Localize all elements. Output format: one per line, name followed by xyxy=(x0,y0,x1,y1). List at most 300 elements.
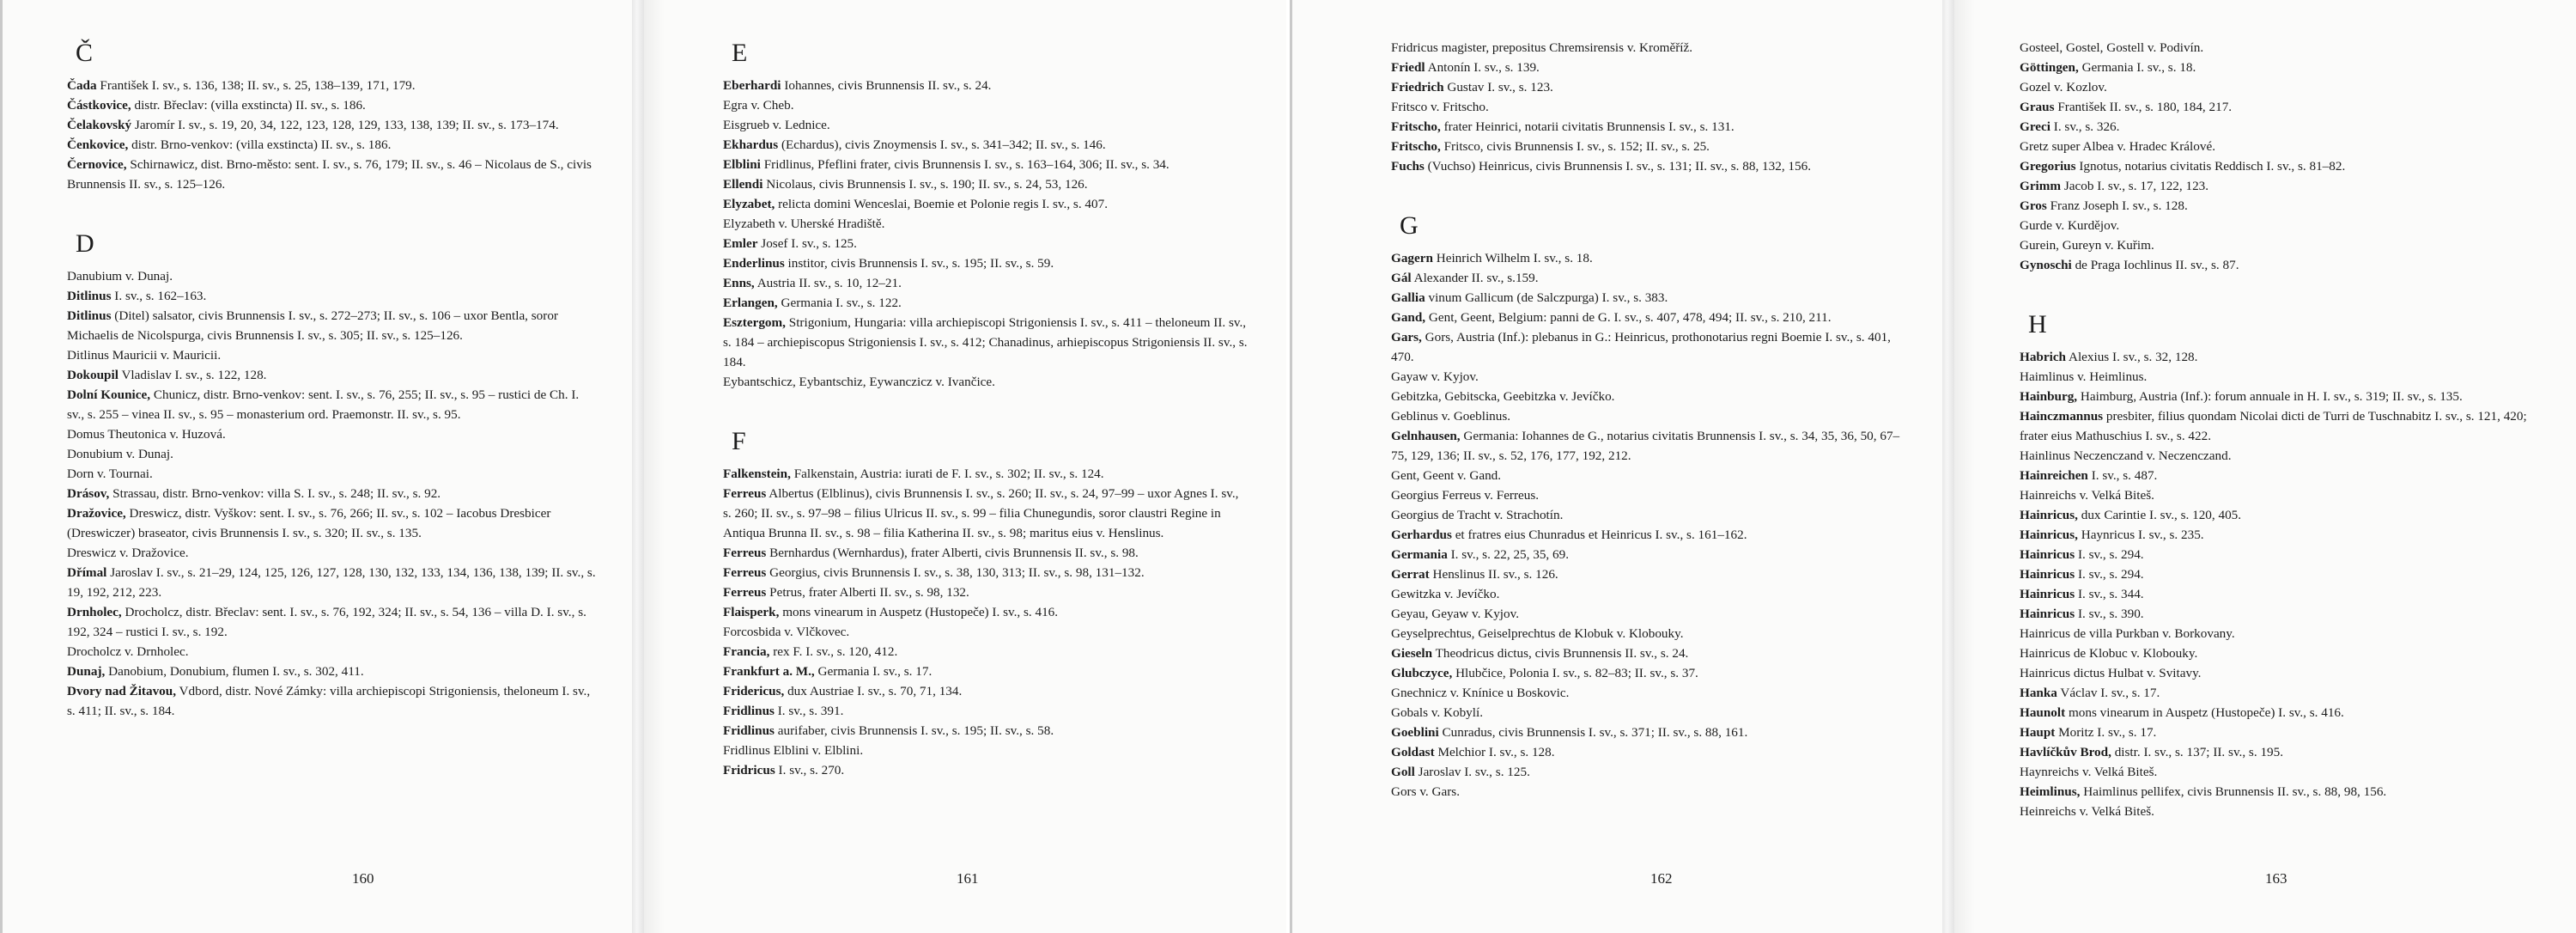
index-entry xyxy=(1391,58,1915,77)
entry-text: rex F. I. sv., s. 120, 412. xyxy=(769,644,898,659)
index-entry xyxy=(2020,347,2542,367)
index-entry xyxy=(1391,426,1915,466)
index-entry xyxy=(723,95,1249,115)
index-entry xyxy=(1391,248,1915,268)
entry-text: Gretz super Albea v. Hradec Králové. xyxy=(2020,139,2215,154)
index-entry xyxy=(67,365,598,385)
index-entry xyxy=(723,582,1249,602)
entry-headword: Elyzabet, xyxy=(723,197,775,211)
index-entry xyxy=(2020,762,2542,782)
index-entry xyxy=(1391,288,1915,308)
entry-text: Fritsco, civis Brunnensis I. sv., s. 152; II. sv., s. 25. xyxy=(1440,139,1710,154)
entry-text: Strassau, distr. Brno-venkov: villa S. I. sv., s. 248; II. sv., s. 92. xyxy=(109,486,441,501)
entry-text: I. sv., s. 390. xyxy=(2075,607,2144,621)
index-entry xyxy=(723,155,1249,174)
entry-headword: Hainricus xyxy=(2020,567,2075,582)
index-entry xyxy=(1391,367,1915,387)
index-entry xyxy=(67,464,598,484)
entry-text: Fridricus magister, prepositus Chremsirensis v. Kroměříž. xyxy=(1391,40,1693,55)
entry-text: Franz Joseph I. sv., s. 128. xyxy=(2046,198,2188,213)
index-entry xyxy=(723,115,1249,135)
section-letter: D xyxy=(76,229,94,258)
entry-text: Nicolaus, civis Brunnensis I. sv., s. 190; II. sv., s. 24, 53, 126. xyxy=(762,177,1088,192)
index-entry xyxy=(2020,742,2542,762)
entry-text: Gustav I. sv., s. 123. xyxy=(1443,80,1553,95)
entry-text: Gobals v. Kobylí. xyxy=(1391,705,1484,720)
index-entry xyxy=(1391,723,1915,742)
entry-headword: Čelakovský xyxy=(67,118,132,132)
entry-text: Gewitzka v. Jevíčko. xyxy=(1391,587,1500,601)
index-entry xyxy=(67,444,598,464)
index-entry xyxy=(67,155,598,194)
index-entry xyxy=(2020,387,2542,406)
index-entry xyxy=(1391,466,1915,485)
entry-headword: Ellendi xyxy=(723,177,763,192)
entry-headword: Hainczmannus xyxy=(2020,409,2104,424)
entry-text: I. sv., s. 326. xyxy=(2050,119,2120,134)
entry-text: Germania I. sv., s. 122. xyxy=(777,296,902,310)
entry-headword: Dokoupil xyxy=(67,368,118,382)
index-entry xyxy=(1391,663,1915,683)
entry-text: Gent, Geent v. Gand. xyxy=(1391,468,1502,483)
entry-text: Josef I. sv., s. 125. xyxy=(757,236,857,251)
entry-text: Hainricus dictus Hulbat v. Svitavy. xyxy=(2020,666,2202,680)
entry-text: Gurein, Gureyn v. Kuřim. xyxy=(2020,238,2154,253)
entry-text: aurifaber, civis Brunnensis I. sv., s. 195; II. sv., s. 58. xyxy=(774,723,1054,738)
entry-text: de Praga Iochlinus II. sv., s. 87. xyxy=(2071,258,2239,272)
entry-text: Haimburg, Austria (Inf.): forum annuale in H. I. sv., s. 319; II. sv., s. 135. xyxy=(2077,389,2463,404)
entry-text: Cunradus, civis Brunnensis I. sv., s. 371; II. sv., s. 88, 161. xyxy=(1438,725,1748,740)
index-entry xyxy=(2020,505,2542,525)
index-entry xyxy=(67,76,598,95)
entry-headword: Ekhardus xyxy=(723,137,779,152)
entry-text: I. sv., s. 391. xyxy=(774,704,844,718)
entry-text: Haynreichs v. Velká Biteš. xyxy=(2020,765,2158,779)
entry-text: presbiter, filius quondam Nicolai dicti de Turri de Tuschnabitz I. sv., s. 121, 420; frater eius Mathuschius I. sv., s. 422. xyxy=(2020,409,2527,443)
entry-headword: Černovice, xyxy=(67,157,127,172)
page-number: 160 xyxy=(352,870,374,887)
entry-text: Alexius I. sv., s. 32, 128. xyxy=(2066,350,2198,364)
entry-text: Egra v. Cheb. xyxy=(723,98,794,113)
index-entry xyxy=(723,701,1249,721)
entry-headword: Ferreus xyxy=(723,565,767,580)
entry-text: Petrus, frater Alberti II. sv., s. 98, 132. xyxy=(766,585,969,600)
index-entry xyxy=(1391,387,1915,406)
index-entry xyxy=(1391,406,1915,426)
entry-text: Falkenstain, Austria: iurati de F. I. sv., s. 302; II. sv., s. 124. xyxy=(790,466,1104,481)
entry-text: Haimlinus pellifex, civis Brunnensis II. sv., s. 88, 98, 156. xyxy=(2080,784,2387,799)
entry-text: Moritz I. sv., s. 17. xyxy=(2055,725,2157,740)
entry-text: (Echardus), civis Znoymensis I. sv., s. 341–342; II. sv., s. 146. xyxy=(778,137,1106,152)
entry-headword: Fridlinus xyxy=(723,723,775,738)
entry-headword: Haupt xyxy=(2020,725,2056,740)
entry-headword: Dražovice, xyxy=(67,506,126,521)
index-entry xyxy=(2020,97,2542,117)
entry-headword: Dolní Kounice, xyxy=(67,387,151,402)
index-entry xyxy=(723,253,1249,273)
entry-text: Georgius de Tracht v. Strachotín. xyxy=(1391,508,1564,522)
entry-text: Haynricus I. sv., s. 235. xyxy=(2077,527,2204,542)
entry-text: Chunicz, distr. Brno-venkov: sent. I. sv., s. 76, 255; II. sv., s. 95 – rustici de Ch. I. sv., s. 255 – vinea II. sv., s. 95 – monasterium ord. Praemonstr. II. sv., s. 95. xyxy=(67,387,580,422)
index-entry xyxy=(1391,624,1915,643)
entry-headword: Enns, xyxy=(723,276,755,290)
index-entry xyxy=(1391,117,1915,137)
entry-text: Drocholcz, distr. Břeclav: sent. I. sv., s. 76, 192, 324; II. sv., s. 54, 136 – villa D. I. sv., s. 192, 324 – rustici I. sv., s. 192. xyxy=(67,605,586,639)
entry-headword: Frankfurt a. M., xyxy=(723,664,815,679)
entry-text: Domus Theutonica v. Huzová. xyxy=(67,427,226,442)
index-entry xyxy=(1391,782,1915,802)
page-column xyxy=(67,38,598,721)
entry-headword: Hainreichen xyxy=(2020,468,2088,483)
entry-text: František I. sv., s. 136, 138; II. sv., s. 25, 138–139, 171, 179. xyxy=(96,78,416,93)
index-entry xyxy=(1391,77,1915,97)
index-entry xyxy=(1391,643,1915,663)
index-entry xyxy=(1391,564,1915,584)
entry-text: Geyselprechtus, Geiselprechtus de Klobuk v. Klobouky. xyxy=(1391,626,1684,641)
index-entry xyxy=(67,543,598,563)
entry-headword: Hanka xyxy=(2020,686,2057,700)
index-entry xyxy=(2020,176,2542,196)
entry-headword: Hainricus xyxy=(2020,547,2075,562)
page-160 xyxy=(0,0,635,933)
entry-text: Hainlinus Neczenczand v. Neczenczand. xyxy=(2020,448,2232,463)
index-entry xyxy=(1391,327,1915,367)
entry-headword: Gallia xyxy=(1391,290,1425,305)
entry-headword: Emler xyxy=(723,236,758,251)
entry-text: Vladislav I. sv., s. 122, 128. xyxy=(118,368,267,382)
entry-text: I. sv., s. 22, 25, 35, 69. xyxy=(1447,547,1570,562)
index-entry xyxy=(1391,485,1915,505)
entry-headword: Fritscho, xyxy=(1391,119,1441,134)
index-entry xyxy=(67,681,598,721)
index-entry xyxy=(723,293,1249,313)
entry-headword: Glubczyce, xyxy=(1391,666,1453,680)
index-entry xyxy=(1391,97,1915,117)
entry-text: Geyau, Geyaw v. Kyjov. xyxy=(1391,607,1520,621)
entry-text: Strigonium, Hungaria: villa archiepiscopi Strigoniensis I. sv., s. 411 – theloneum II. sv., s. 184 – archiepiscopus Strigoniensis I. sv., s. 412; Chanadinus, arhiepiscopus Strigoniensis II. sv., s. 184. xyxy=(723,315,1248,369)
index-entry xyxy=(1391,38,1915,58)
entry-headword: Enderlinus xyxy=(723,256,785,271)
entry-headword: Ditlinus xyxy=(67,308,112,323)
section-letter: E xyxy=(732,39,748,67)
index-entry xyxy=(723,642,1249,662)
index-entry xyxy=(723,194,1249,214)
index-entry xyxy=(723,313,1249,372)
entry-text: Fritsco v. Fritscho. xyxy=(1391,100,1489,114)
index-entry xyxy=(2020,485,2542,505)
entry-text: I. sv., s. 294. xyxy=(2075,567,2144,582)
entry-text: Gurde v. Kurdějov. xyxy=(2020,218,2120,233)
index-entry xyxy=(67,266,598,286)
index-entry xyxy=(2020,466,2542,485)
entry-text: et fratres eius Chunradus et Heinricus I. sv., s. 161–162. xyxy=(1451,527,1747,542)
entry-headword: Goll xyxy=(1391,765,1415,779)
entry-headword: Čenkovice, xyxy=(67,137,129,152)
entry-headword: Fridlinus xyxy=(723,704,775,718)
entry-text: Germania: Iohannes de G., notarius civitatis Brunnensis I. sv., s. 34, 35, 36, 50, 67–75, 129, 136; II. sv., s. 52, 176, 177, 192, 212. xyxy=(1391,429,1900,463)
entry-text: Elyzabeth v. Uherské Hradiště. xyxy=(723,216,885,231)
index-entry xyxy=(2020,367,2542,387)
index-entry xyxy=(67,306,598,345)
entry-headword: Hainricus, xyxy=(2020,508,2078,522)
index-entry xyxy=(723,602,1249,622)
index-entry xyxy=(67,115,598,135)
entry-text: Dreswicz v. Dražovice. xyxy=(67,546,189,560)
index-entry xyxy=(2020,137,2542,156)
entry-text: Eybantschicz, Eybantschiz, Eywanczicz v. Ivančice. xyxy=(723,375,995,389)
entry-text: Gosteel, Gostel, Gostell v. Podivín. xyxy=(2020,40,2204,55)
index-entry xyxy=(723,741,1249,760)
index-entry xyxy=(67,424,598,444)
entry-headword: Hainricus, xyxy=(2020,527,2078,542)
index-entry xyxy=(1391,156,1915,176)
entry-text: vinum Gallicum (de Salczpurga) I. sv., s. 383. xyxy=(1425,290,1668,305)
index-entry xyxy=(723,273,1249,293)
entry-text: Hainricus de Klobuc v. Klobouky. xyxy=(2020,646,2198,661)
entry-text: Geblinus v. Goeblinus. xyxy=(1391,409,1511,424)
entry-text: Hainreichs v. Velká Biteš. xyxy=(2020,488,2154,503)
index-entry xyxy=(723,563,1249,582)
index-entry xyxy=(723,214,1249,234)
entry-headword: Goeblini xyxy=(1391,725,1439,740)
entry-text: Georgius Ferreus v. Ferreus. xyxy=(1391,488,1540,503)
index-entry xyxy=(67,602,598,642)
entry-text: I. sv., s. 487. xyxy=(2087,468,2158,483)
entry-text: Gayaw v. Kyjov. xyxy=(1391,369,1479,384)
index-entry xyxy=(67,135,598,155)
entry-headword: Göttingen, xyxy=(2020,60,2079,75)
entry-text: distr. I. sv., s. 137; II. sv., s. 195. xyxy=(2111,745,2284,759)
page-number: 163 xyxy=(2265,870,2287,887)
index-entry xyxy=(723,135,1249,155)
page-number: 162 xyxy=(1650,870,1673,887)
entry-headword: Gynoschi xyxy=(2020,258,2072,272)
index-entry xyxy=(2020,406,2542,446)
index-entry xyxy=(67,345,598,365)
entry-headword: Gregorius xyxy=(2020,159,2076,174)
entry-headword: Drásov, xyxy=(67,486,110,501)
page-column xyxy=(2020,38,2542,821)
entry-headword: Částkovice, xyxy=(67,98,131,113)
section-letter: F xyxy=(732,427,746,455)
index-entry xyxy=(723,760,1249,780)
index-entry xyxy=(1391,525,1915,545)
entry-text: Dreswicz, distr. Vyškov: sent. I. sv., s. 76, 266; II. sv., s. 102 – Iacobus Dresbicer (Dreswiczer) braseator, civis Brunnensis I. sv., s. 320; II. sv., s. 135. xyxy=(67,506,551,540)
entry-headword: Haunolt xyxy=(2020,705,2066,720)
page-163 xyxy=(1956,0,2576,933)
entry-text: Donubium v. Dunaj. xyxy=(67,447,173,461)
index-entry xyxy=(2020,802,2542,821)
entry-text: Dorn v. Tournai. xyxy=(67,466,153,481)
index-entry xyxy=(2020,77,2542,97)
index-entry xyxy=(1391,308,1915,327)
index-entry xyxy=(723,681,1249,701)
entry-text: distr. Brno-venkov: (villa exstincta) II. sv., s. 186. xyxy=(128,137,392,152)
entry-headword: Greci xyxy=(2020,119,2050,134)
index-entry xyxy=(2020,196,2542,216)
index-entry xyxy=(1391,137,1915,156)
entry-headword: Hainricus xyxy=(2020,607,2075,621)
section-letter: G xyxy=(1400,211,1419,240)
entry-text: Bernhardus (Wernhardus), frater Alberti, civis Brunnensis II. sv., s. 98. xyxy=(766,546,1139,560)
entry-headword: Fritscho, xyxy=(1391,139,1441,154)
entry-headword: Dunaj, xyxy=(67,664,106,679)
index-entry xyxy=(1391,742,1915,762)
book-gutter xyxy=(1942,0,1954,933)
entry-headword: Friedrich xyxy=(1391,80,1444,95)
entry-text: Danubium v. Dunaj. xyxy=(67,269,173,284)
entry-headword: Ferreus xyxy=(723,585,767,600)
entry-headword: Goldast xyxy=(1391,745,1435,759)
index-entry xyxy=(2020,584,2542,604)
index-entry xyxy=(723,484,1249,543)
entry-text: Gent, Geent, Belgium: panni de G. I. sv., s. 407, 478, 494; II. sv., s. 210, 211. xyxy=(1425,310,1832,325)
index-entry xyxy=(2020,624,2542,643)
entry-text: Danobium, Donubium, flumen I. sv., s. 302, 411. xyxy=(105,664,364,679)
index-entry xyxy=(67,563,598,602)
index-entry xyxy=(67,662,598,681)
entry-text: distr. Břeclav: (villa exstincta) II. sv., s. 186. xyxy=(131,98,366,113)
index-entry xyxy=(1391,584,1915,604)
page-column xyxy=(723,38,1249,780)
entry-text: Henslinus II. sv., s. 126. xyxy=(1429,567,1558,582)
index-entry xyxy=(723,622,1249,642)
entry-text: mons vinearum in Auspetz (Hustopeče) I. sv., s. 416. xyxy=(2065,705,2344,720)
entry-headword: Dřímal xyxy=(67,565,107,580)
entry-text: Gozel v. Kozlov. xyxy=(2020,80,2107,95)
index-entry xyxy=(2020,117,2542,137)
index-entry xyxy=(2020,38,2542,58)
entry-text: Fridlinus Elblini v. Elblini. xyxy=(723,743,864,758)
page-162 xyxy=(1290,0,1942,933)
index-entry xyxy=(1391,683,1915,703)
entry-text: Vdbord, distr. Nové Zámky: villa archiepiscopi Strigoniensis, theloneum I. sv., s. 411; II. sv., s. 184. xyxy=(67,684,591,718)
entry-headword: Havlíčkův Brod, xyxy=(2020,745,2111,759)
index-entry xyxy=(1391,762,1915,782)
section-letter: Č xyxy=(76,39,94,67)
entry-text: František II. sv., s. 180, 184, 217. xyxy=(2054,100,2233,114)
entry-text: Gebitzka, Gebitscka, Geebitzka v. Jevíčko. xyxy=(1391,389,1615,404)
entry-text: Jaroslav I. sv., s. 21–29, 124, 125, 126, 127, 128, 130, 132, 133, 134, 136, 138, 139; II. sv., s. 19, 192, 212, 223. xyxy=(67,565,596,600)
entry-headword: Eberhardi xyxy=(723,78,781,93)
page-161 xyxy=(653,0,1286,933)
index-entry xyxy=(2020,683,2542,703)
entry-text: Jaroslav I. sv., s. 125. xyxy=(1414,765,1530,779)
entry-text: dux Carintie I. sv., s. 120, 405. xyxy=(2077,508,2242,522)
entry-headword: Esztergom, xyxy=(723,315,786,330)
index-entry xyxy=(723,543,1249,563)
entry-text: Antonín I. sv., s. 139. xyxy=(1425,60,1540,75)
section-letter: H xyxy=(2028,310,2047,338)
entry-headword: Elblini xyxy=(723,157,761,172)
entry-headword: Gagern xyxy=(1391,251,1433,265)
index-entry xyxy=(2020,703,2542,723)
index-entry xyxy=(723,234,1249,253)
entry-text: Albertus (Elblinus), civis Brunnensis I. sv., s. 260; II. sv., s. 24, 97–99 – uxor Agnes I. sv., s. 260; II. sv., s. 97–98 – filius Ulricus II. sv., s. 99 – filia Chunegundis, soror claustri Regine in Antiqua Brunna II. sv., s. 98 – filia Katherina II. sv., s. 98; maritus eius v. Henslinus. xyxy=(723,486,1239,540)
index-entry xyxy=(67,642,598,662)
index-entry xyxy=(2020,564,2542,584)
entry-text: I. sv., s. 294. xyxy=(2075,547,2144,562)
entry-text: Iohannes, civis Brunnensis II. sv., s. 24. xyxy=(781,78,992,93)
entry-text: Gors v. Gars. xyxy=(1391,784,1461,799)
entry-text: relicta domini Wenceslai, Boemie et Polonie regis I. sv., s. 407. xyxy=(775,197,1108,211)
entry-text: Jacob I. sv., s. 17, 122, 123. xyxy=(2061,179,2209,193)
entry-headword: Habrich xyxy=(2020,350,2067,364)
entry-text: Haimlinus v. Heimlinus. xyxy=(2020,369,2148,384)
index-entry xyxy=(1391,545,1915,564)
entry-text: (Ditel) salsator, civis Brunnensis I. sv., s. 272–273; II. sv., s. 106 – uxor Bentla, soror Michaelis de Nicolspurga, civis Brunnensis I. sv., s. 305; II. sv., s. 125–126. xyxy=(67,308,558,343)
entry-headword: Gros xyxy=(2020,198,2047,213)
entry-text: Germania I. sv., s. 17. xyxy=(814,664,933,679)
entry-text: I. sv., s. 270. xyxy=(775,763,845,778)
index-entry xyxy=(2020,58,2542,77)
entry-text: I. sv., s. 162–163. xyxy=(111,289,207,303)
entry-headword: Germania xyxy=(1391,547,1448,562)
entry-headword: Čada xyxy=(67,78,97,93)
index-entry xyxy=(67,385,598,424)
index-entry xyxy=(2020,446,2542,466)
index-entry xyxy=(2020,663,2542,683)
entry-text: Jaromír I. sv., s. 19, 20, 34, 122, 123, 128, 129, 133, 138, 139; II. sv., s. 173–174. xyxy=(131,118,559,132)
entry-text: Melchior I. sv., s. 128. xyxy=(1434,745,1555,759)
entry-headword: Francia, xyxy=(723,644,770,659)
index-entry xyxy=(2020,216,2542,235)
index-entry xyxy=(2020,545,2542,564)
index-entry xyxy=(2020,782,2542,802)
entry-text: Fridlinus, Pfeflini frater, civis Brunnensis I. sv., s. 163–164, 306; II. sv., s. 34. xyxy=(760,157,1170,172)
index-entry xyxy=(67,286,598,306)
entry-headword: Fridericus, xyxy=(723,684,785,698)
index-entry xyxy=(2020,156,2542,176)
entry-headword: Gál xyxy=(1391,271,1412,285)
entry-headword: Graus xyxy=(2020,100,2055,114)
entry-text: Gnechnicz v. Knínice u Boskovic. xyxy=(1391,686,1570,700)
entry-headword: Erlangen, xyxy=(723,296,778,310)
entry-text: institor, civis Brunnensis I. sv., s. 195; II. sv., s. 59. xyxy=(784,256,1054,271)
index-entry xyxy=(723,721,1249,741)
entry-headword: Hainburg, xyxy=(2020,389,2078,404)
index-entry xyxy=(723,174,1249,194)
entry-text: Hlubčice, Polonia I. sv., s. 82–83; II. sv., s. 37. xyxy=(1452,666,1698,680)
entry-headword: Ditlinus xyxy=(67,289,112,303)
entry-text: Václav I. sv., s. 17. xyxy=(2057,686,2160,700)
entry-text: Germania I. sv., s. 18. xyxy=(2078,60,2196,75)
entry-text: (Vuchso) Heinricus, civis Brunnensis I. sv., s. 131; II. sv., s. 88, 132, 156. xyxy=(1424,159,1812,174)
index-entry xyxy=(1391,604,1915,624)
entry-headword: Hainricus xyxy=(2020,587,2075,601)
entry-text: Heinrich Wilhelm I. sv., s. 18. xyxy=(1432,251,1593,265)
index-entry xyxy=(723,464,1249,484)
entry-headword: Dvory nad Žitavou, xyxy=(67,684,177,698)
index-entry xyxy=(67,484,598,503)
entry-headword: Gerrat xyxy=(1391,567,1430,582)
index-entry xyxy=(1391,268,1915,288)
entry-headword: Fridricus xyxy=(723,763,775,778)
entry-headword: Gelnhausen, xyxy=(1391,429,1461,443)
entry-text: Drocholcz v. Drnholec. xyxy=(67,644,189,659)
page-number: 161 xyxy=(957,870,979,887)
left-spread xyxy=(0,0,1286,933)
index-entry xyxy=(2020,525,2542,545)
entry-headword: Heimlinus, xyxy=(2020,784,2081,799)
entry-headword: Falkenstein, xyxy=(723,466,791,481)
entry-headword: Gars, xyxy=(1391,330,1422,345)
entry-headword: Drnholec, xyxy=(67,605,122,619)
entry-text: Eisgrueb v. Lednice. xyxy=(723,118,830,132)
entry-text: Forcosbida v. Vlčkovec. xyxy=(723,625,850,639)
entry-headword: Gieseln xyxy=(1391,646,1433,661)
entry-headword: Ferreus xyxy=(723,546,767,560)
